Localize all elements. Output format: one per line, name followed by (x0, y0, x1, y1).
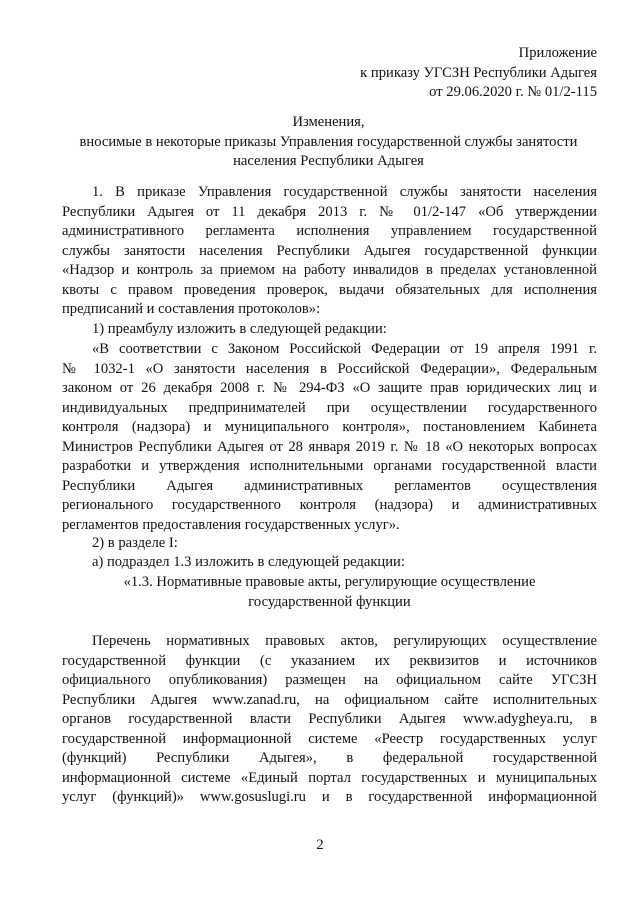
subsection-title-line-2: государственной функции (248, 593, 411, 610)
text-line: регионального государственного контроля (надзора) и административных (62, 497, 597, 513)
text-line: Республики Адыгея административных регламентов осуществления (62, 477, 597, 494)
text-line: (функций) Республики Адыгея», в федеральной государственной (62, 750, 597, 766)
page-number: 2 (316, 837, 324, 853)
item-1-paragraph (62, 183, 597, 320)
text-line: законом от 26 декабря 2008 г. № 294-ФЗ «О защите прав юридических лиц и (62, 380, 597, 396)
text-line: «Надзор и контроль за приемом на работу инвалидов в пределах установленной (62, 262, 597, 278)
text-line: административного регламента исполнения управлением государственной (62, 223, 597, 239)
appendix-header (360, 44, 597, 103)
title-line-1: Изменения, (292, 114, 365, 130)
section-heading: 2) в разделе I: (92, 535, 178, 551)
text-line: информационной системе «Единый портал государственных и муниципальных (62, 769, 597, 786)
text-line: услуг (функций)» www.gosuslugi.ru и в государственной информационной (62, 789, 597, 805)
text-line: контроля (надзора) и муниципального контроля», постановлением Кабинета (62, 419, 597, 435)
text-line: государственной функции (с указанием их реквизитов и источников (62, 652, 597, 669)
text-line: индивидуальных предпринимателей при осуществлении государственного (62, 399, 597, 416)
text-line: Министров Республики Адыгея от 28 января 2019 г. № 18 «О некоторых вопросах (62, 438, 597, 455)
appendix-line-2: к приказу УГСЗН Республики Адыгея (360, 64, 597, 81)
text-line: регламентов предоставления государственных услуг». (62, 516, 400, 533)
text-line: Перечень нормативных правовых актов, регулирующих осуществление (92, 633, 597, 649)
title-line-3: населения Республики Адыгея (233, 153, 424, 169)
text-line: предписаний и составления протоколов»: (62, 301, 321, 317)
subsection-title (62, 573, 597, 612)
title-line-2: вносимые в некоторые приказы Управления государственной службы занятости (79, 133, 578, 150)
appendix-line-1: Приложение (518, 45, 597, 61)
text-line: «В соответствии с Законом Российской Федерации от 19 апреля 1991 г. (92, 341, 597, 357)
text-line: Республики Адыгея www.zanad.ru, на официальном сайте исполнительных (62, 691, 597, 708)
text-line: государственной информационной системе «Реестр государственных услуг (62, 730, 597, 747)
text-line: квоты с правом проведения проверок, выдачи обязательных для исполнения (62, 281, 597, 298)
normative-acts-paragraph (62, 632, 597, 808)
text-line: разработки и утверждения исполнительными органами государственной власти (62, 458, 597, 474)
text-line: Республики Адыгея от 11 декабря 2013 г. № 01/2-147 «Об утверждении (62, 203, 597, 220)
subsection-title-line-1: «1.3. Нормативные правовые акты, регулирующие осуществление (123, 574, 536, 590)
text-line: 1. В приказе Управления государственной службы занятости населения (92, 184, 597, 200)
text-line: службы занятости населения Республики Адыгея государственной функции (62, 242, 597, 259)
document-title (60, 113, 597, 172)
text-line: органов государственной власти Республики Адыгея www.adygheya.ru, в (62, 711, 597, 727)
text-line: официального опубликования) размещен на официальном сайте УГСЗН (62, 672, 597, 688)
preamble-paragraph (62, 340, 597, 535)
appendix-line-3: от 29.06.2020 г. № 01/2-115 (429, 84, 597, 100)
preamble-heading: 1) преамбулу изложить в следующей редакции: (92, 321, 387, 337)
text-line: № 1032-1 «О занятости населения в Российской Федерации», Федеральным (62, 360, 597, 377)
subsection-heading: а) подраздел 1.3 изложить в следующей редакции: (92, 554, 405, 570)
